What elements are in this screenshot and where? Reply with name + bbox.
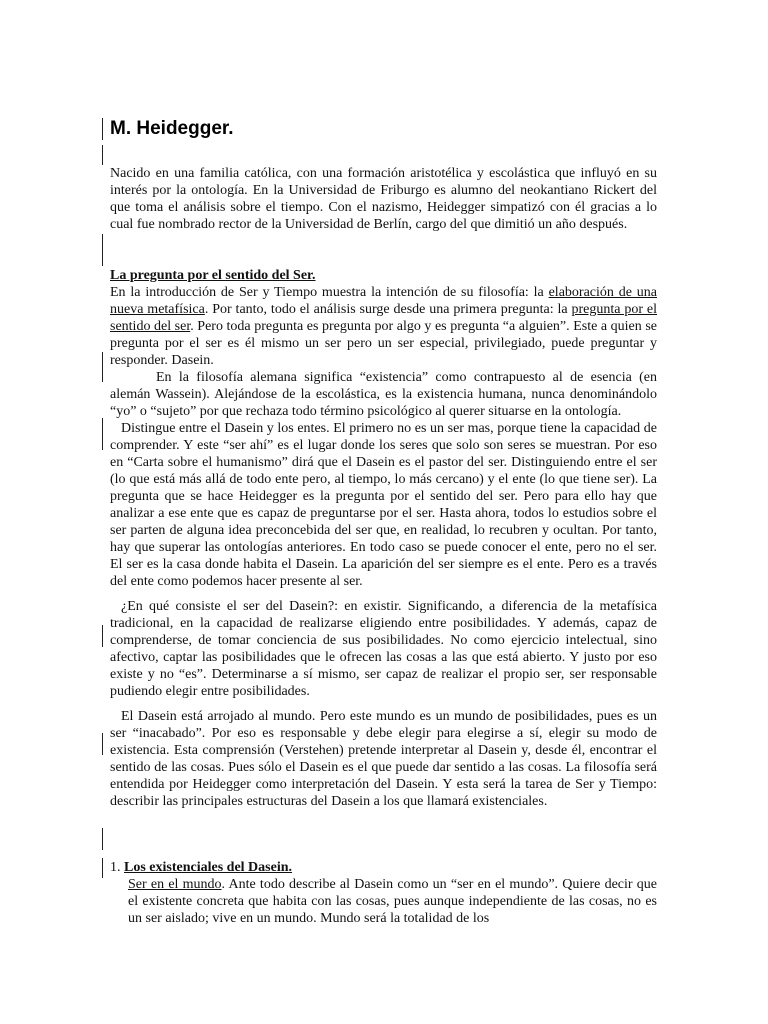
- section-heading: La pregunta por el sentido del Ser.: [110, 268, 316, 283]
- page-title: M. Heidegger.: [110, 118, 234, 139]
- paragraph-3: Distingue entre el Dasein y los entes. El primero no es un ser mas, porque tiene la capacidad de comprender. Y este “ser ahí” es el lugar donde los seres que solo son seres se muestran. Por eso en “Carta sobre el humanismo” dirá que el Dasein es el pastor del ser. Distinguiendo entre el ser (lo que está más allá de todo ente pero, al tiempo, lo más cercano) y el ente (lo que tiene ser). La pregunta que se hace Heidegger es la pregunta por el sentido del ser. Pero para ello hay que analizar a ese ente que es capaz de preguntarse por el ser. Hasta ahora, todos lo estudios sobre el ser parten de alguna idea preconcebida del ser que, en realidad, lo recubren y ocultan. Por tanto, hay que superar las ontologías anteriores. En todo caso se puede conocer el ente, pero no el ser. El ser es la casa donde habita el Dasein. La aparición del ser siempre es el ente. Pero es a través del ente como podemos hacer presente al ser.: [110, 421, 657, 589]
- paragraph-5: El Dasein está arrojado al mundo. Pero este mundo es un mundo de posibilidades, pues es un ser “inacabado”. Por eso es responsable y debe elegir para elegirse a sí, elegir su modo de existencia. Esta comprensión (Verstehen) pretende interpretar al Dasein y, desde él, encontrar el sentido de las cosas. Pues sólo el Dasein es el que puede dar sentido a las cosas. La filosofía será entendida por Heidegger como interpretación del Dasein. Y esta será la tarea de Ser y Tiempo: describir las principales estructuras del Dasein a los que llamará existenciales.: [110, 709, 657, 809]
- section-ser: [110, 267, 657, 810]
- list-heading: Los existenciales del Dasein.: [124, 860, 292, 875]
- revision-bar: [102, 625, 103, 647]
- intro-paragraph: [110, 165, 657, 233]
- revision-bar: [102, 145, 103, 165]
- revision-bar: [102, 733, 103, 755]
- revision-bar: [102, 418, 103, 450]
- p1-underlined-a: elaboración de una nueva metafísica: [110, 285, 657, 317]
- revision-bar: [102, 828, 103, 850]
- paragraph-4: ¿En qué consiste el ser del Dasein?: en existir. Significando, a diferencia de la metafísica tradicional, en la capacidad de realizarse eligiendo entre posibilidades. Y además, capaz de comprenderse, de tomar conciencia de sus posibilidades. No como ejercicio intelectual, sino afectivo, captar las posibilidades que le ofrecen las cosas a las que está abierto. Y justo por eso existe y no “es”. Determinarse a sí mismo, ser capaz de realizar el propio ser, ser responsable pudiendo elegir entre posibilidades.: [110, 599, 657, 699]
- paragraph-2: En la filosofía alemana significa “existencia” como contrapuesto al de esencia (en alemán Wassein). Alejándose de la escolástica, es la existencia humana, nunca denominándolo “yo” o “sujeto” por que rechaza todo término psicológico al querer situarse en la ontología.: [110, 370, 657, 419]
- revision-bar: [102, 118, 103, 140]
- revision-bar: [102, 234, 103, 266]
- revision-bar: [102, 858, 103, 878]
- p1-text-b: . Por tanto, todo el análisis surge desde una primera pregunta: la: [204, 302, 572, 317]
- list-item: [128, 876, 657, 927]
- list-item-text: . Ante todo describe al Dasein como un “ser en el mundo”. Quiere decir que el existente concreta que habita con las cosas, pues aunque independiente de las cosas, no es un ser aislado; vive en un mundo. Mundo será la totalidad de los: [128, 877, 657, 926]
- list-number: 1.: [110, 860, 121, 875]
- paragraph-1: [110, 284, 657, 369]
- p1-text-a: En la introducción de Ser y Tiempo muestra la intención de su filosofía: la: [110, 285, 549, 300]
- p1-underlined-b: pregunta por el sentido del ser: [110, 302, 658, 334]
- intro-text: Nacido en una familia católica, con una formación aristotélica y escolástica que influyó en su interés por la ontología. En la Universidad de Friburgo es alumno del neokantiano Rickert del que toma el análisis sobre el tiempo. Con el nazismo, Heidegger simpatizó con él gracias a lo cual fue nombrado rector de la Universidad de Berlín, cargo del que dimitió un año después.: [110, 166, 657, 232]
- revision-bar: [102, 352, 103, 382]
- list-item-underlined: Ser en el mundo: [128, 877, 222, 892]
- existenciales-list: [110, 859, 657, 941]
- p1-text-c: . Pero toda pregunta es pregunta por algo y es pregunta “a alguien”. Este a quien se pregunta por el ser es él mismo un ser pero un ser especial, privilegiado, puede preguntar y responder. Dasein.: [110, 319, 657, 368]
